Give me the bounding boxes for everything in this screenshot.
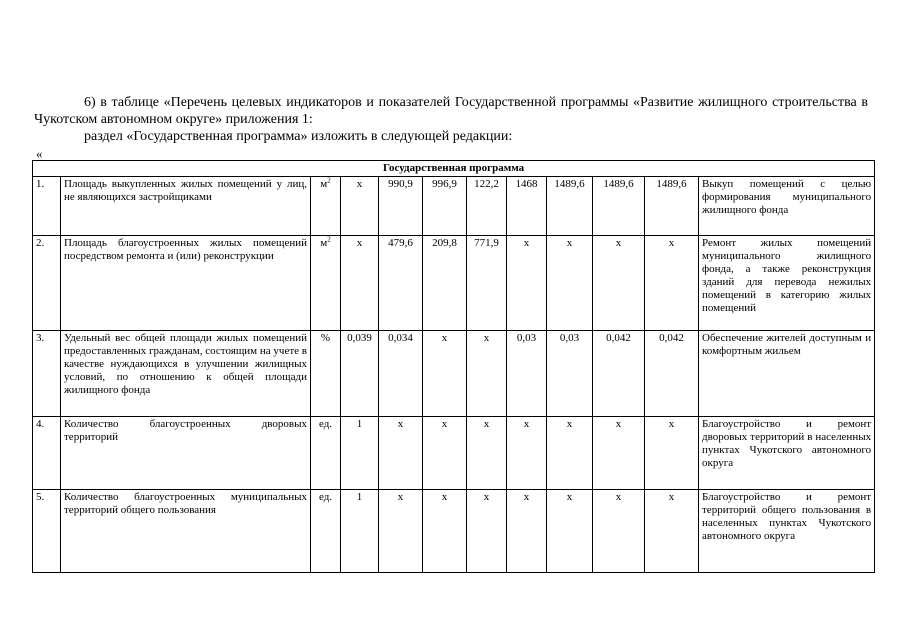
- indicator-name: Количество благоустроенных муниципальных территорий общего пользования: [61, 490, 311, 573]
- value-cell: x: [593, 236, 645, 331]
- value-cell: x: [547, 417, 593, 490]
- table-row: [33, 490, 875, 573]
- indicator-description: Обеспечение жителей доступным и комфортным жильем: [699, 331, 875, 417]
- value-cell: x: [467, 490, 507, 573]
- value-cell: 1489,6: [645, 177, 699, 236]
- value-cell: 0,03: [547, 331, 593, 417]
- value-cell: x: [507, 417, 547, 490]
- table-row: [33, 236, 875, 331]
- value-cell: 0,034: [379, 331, 423, 417]
- unit-base: ед.: [318, 491, 333, 503]
- value-cell: x: [423, 417, 467, 490]
- indicator-description: Выкуп помещений с целью формирования муниципального жилищного фонда: [699, 177, 875, 236]
- row-number: 1.: [33, 177, 61, 236]
- indicator-description: Ремонт жилых помещений муниципального жилищного фонда, а также реконструкция зданий для перевода нежилых помещений в категорию жилых помещений: [699, 236, 875, 331]
- unit-cell: [311, 490, 341, 573]
- value-cell: 1489,6: [593, 177, 645, 236]
- row-number: 2.: [33, 236, 61, 331]
- value-cell: 0,042: [593, 331, 645, 417]
- value-cell: 990,9: [379, 177, 423, 236]
- value-cell: x: [507, 236, 547, 331]
- row-number: 3.: [33, 331, 61, 417]
- table-row: [33, 417, 875, 490]
- value-cell: 0,042: [645, 331, 699, 417]
- indicators-table: [32, 160, 875, 573]
- indicator-name: Площадь выкупленных жилых помещений у лиц, не являющихся застройщиками: [61, 177, 311, 236]
- unit-cell: [311, 177, 341, 236]
- unit-base: ед.: [318, 418, 333, 430]
- value-cell: x: [467, 417, 507, 490]
- unit-base: %: [320, 332, 331, 344]
- indicator-description: Благоустройство и ремонт дворовых территорий в населенных пунктах Чукотского автономного округа: [699, 417, 875, 490]
- row-number: 5.: [33, 490, 61, 573]
- value-cell: x: [507, 490, 547, 573]
- value-cell: 1468: [507, 177, 547, 236]
- indicator-name: Площадь благоустроенных жилых помещений посредством ремонта и (или) реконструкции: [61, 236, 311, 331]
- value-cell: 209,8: [423, 236, 467, 331]
- intro-paragraph: [34, 94, 868, 145]
- value-cell: 1: [341, 417, 379, 490]
- value-cell: x: [423, 490, 467, 573]
- value-cell: x: [379, 490, 423, 573]
- value-cell: x: [593, 417, 645, 490]
- value-cell: 0,03: [507, 331, 547, 417]
- value-cell: 0,039: [341, 331, 379, 417]
- value-cell: 122,2: [467, 177, 507, 236]
- unit-base: м: [320, 237, 328, 249]
- opening-quote: «: [36, 146, 43, 161]
- unit-base: м: [320, 178, 328, 190]
- table-row: [33, 331, 875, 417]
- value-cell: 479,6: [379, 236, 423, 331]
- unit-exponent: 2: [327, 176, 331, 185]
- value-cell: x: [379, 417, 423, 490]
- value-cell: x: [593, 490, 645, 573]
- indicator-name: Количество благоустроенных дворовых территорий: [61, 417, 311, 490]
- unit-cell: [311, 417, 341, 490]
- intro-line-1: 6) в таблице «Перечень целевых индикаторов и показателей Государственной программы «Развитие жилищного строительства в Чукотском автономном округе» приложения 1:: [34, 95, 868, 127]
- value-cell: 996,9: [423, 177, 467, 236]
- value-cell: x: [547, 490, 593, 573]
- table-row: [33, 177, 875, 236]
- value-cell: 1: [341, 490, 379, 573]
- unit-cell: [311, 236, 341, 331]
- value-cell: x: [341, 177, 379, 236]
- unit-exponent: 2: [327, 235, 331, 244]
- value-cell: x: [341, 236, 379, 331]
- value-cell: 1489,6: [547, 177, 593, 236]
- value-cell: x: [467, 331, 507, 417]
- value-cell: x: [645, 417, 699, 490]
- intro-line-2: раздел «Государственная программа» изложить в следующей редакции:: [84, 129, 513, 144]
- value-cell: x: [645, 490, 699, 573]
- indicator-description: Благоустройство и ремонт территорий общего пользования в населенных пунктах Чукотского автономного округа: [699, 490, 875, 573]
- value-cell: x: [423, 331, 467, 417]
- value-cell: x: [547, 236, 593, 331]
- value-cell: 771,9: [467, 236, 507, 331]
- value-cell: x: [645, 236, 699, 331]
- unit-cell: [311, 331, 341, 417]
- section-title: Государственная программа: [33, 161, 875, 177]
- row-number: 4.: [33, 417, 61, 490]
- indicator-name: Удельный вес общей площади жилых помещений предоставленных гражданам, состоящим на учете в качестве нуждающихся в улучшении жилищных условий, по отношению к общей площади жилищного фонда: [61, 331, 311, 417]
